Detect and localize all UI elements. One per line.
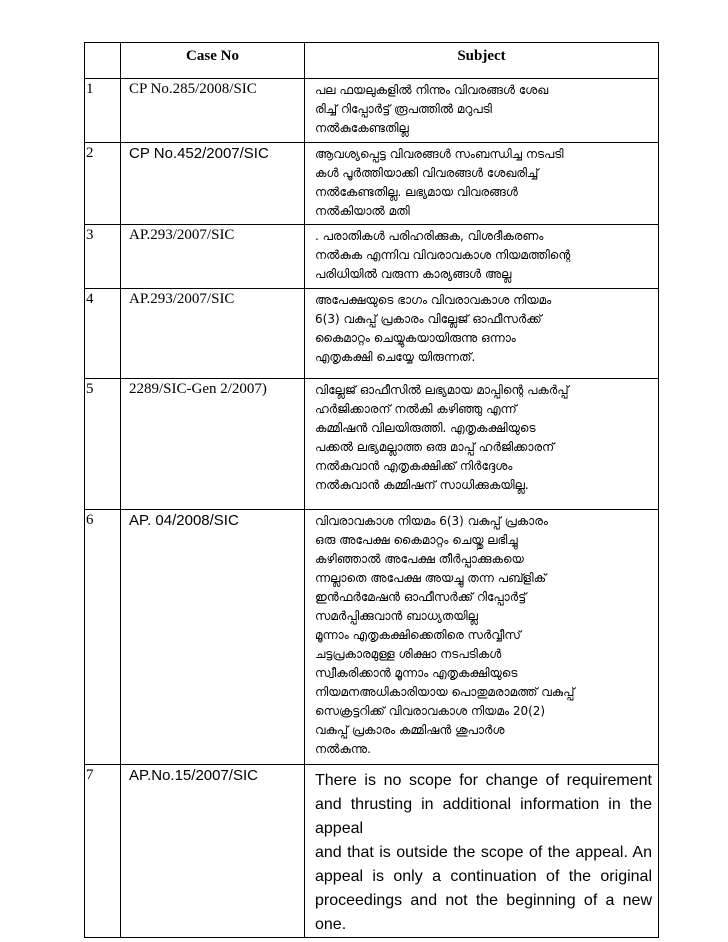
header-subject: Subject [305,43,659,79]
case-number: AP. 04/2008/SIC [121,510,305,765]
header-case-no: Case No [121,43,305,79]
header-num-cell [85,43,121,79]
subject-cell [305,765,659,938]
subject-line: നൽകുകേണ്ടതില്ല [315,121,409,135]
subject-line: അപേക്ഷയുടെ ഭാഗം വിവരാവകാശ നിയമം [315,293,552,307]
subject-line: വില്ലേജ് ഓഫീസിൽ ലഭ്യമായ മാപ്പിന്റെ പകർപ്പ് [315,383,569,397]
row-number: 4 [85,289,121,379]
table-row [85,765,659,938]
subject-line: ന്നല്ലാതെ അപേക്ഷ അയച്ചു തന്ന പബ്ളിക് [315,571,547,585]
subject-line: നൽകിയാൽ മതി [315,204,410,218]
subject-line: ഒരു അപേക്ഷ കൈമാറ്റം ചെയ്തു ലഭിച്ചു [315,533,518,547]
subject-line: ചട്ടപ്രകാരമുള്ള ശിക്ഷാ നടപടികൾ [315,647,502,661]
subject-line: There is no scope for change of requirement and thrusting in additional information in the appeal [315,772,652,837]
subject-cell [305,79,659,143]
subject-line: കഴിഞ്ഞാൽ അപേക്ഷ തീർപ്പാക്കുകയെ [315,552,524,566]
row-number: 3 [85,225,121,289]
subject-line: പരിധിയിൽ വരുന്ന കാര്യങ്ങൾ അല്ല [315,267,512,281]
subject-cell [305,379,659,510]
case-number: AP.293/2007/SIC [121,225,305,289]
subject-line: നിയമനഅധികാരിയായ പൊതുമരാമത്ത് വകുപ്പ് [315,685,575,699]
table-row [85,143,659,225]
case-number: AP.293/2007/SIC [121,289,305,379]
subject-line: മൂന്നാം എതൃകക്ഷിക്കെതിരെ സർവ്വീസ് [315,628,521,642]
subject-line: കൾ പൂർത്തിയാക്കി വിവരങ്ങൾ ശേഖരിച്ച് [315,166,539,180]
subject-line: നൽകുക എന്നിവ വിവരാവകാശ നിയമത്തിന്റെ [315,248,571,262]
subject-line: സ്വീകരിക്കാൻ മൂന്നാം എതൃകക്ഷിയുടെ [315,666,518,680]
subject-line: പക്കൽ ലഭ്യമല്ലാത്ത ഒരു മാപ്പ് ഹർജിക്കാരന് [315,440,555,454]
table-row [85,510,659,765]
subject-cell [305,510,659,765]
table-row [85,225,659,289]
subject-paragraph [315,767,652,937]
subject-line: കൈമാറ്റം ചെയ്യുകയായിരുന്നു ഒന്നാം [315,331,516,345]
subject-line: ആവശ്യപ്പെട്ട വിവരങ്ങൾ സംബന്ധിച്ച നടപടി [315,147,564,161]
subject-line: നൽകുവാൻ കമ്മിഷന് സാധിക്കുകയില്ല. [315,478,529,492]
subject-line: . പരാതികൾ പരിഹരിക്കുക, വിശദീകരണം [315,229,544,243]
subject-line: വിവരാവകാശ നിയമം 6(3) വകുപ്പ് പ്രകാരം [315,514,548,528]
subject-cell [305,289,659,379]
header-row [85,43,659,79]
subject-line: സമർപ്പിക്കുവാൻ ബാധ്യതയില്ല [315,609,478,623]
subject-line: വകുപ്പ് പ്രകാരം കമ്മിഷൻ ശുപാർശ [315,723,505,737]
case-number: CP No.452/2007/SIC [121,143,305,225]
row-number: 7 [85,765,121,938]
case-number: AP.No.15/2007/SIC [121,765,305,938]
subject-line: സെക്രട്ടറിക്ക് വിവരാവകാശ നിയമം 20(2) [315,704,546,718]
subject-line: എതൃകക്ഷി ചെയ്യേ യിരുന്നത്. [315,350,476,364]
case-number: CP No.285/2008/SIC [121,79,305,143]
subject-line: and that is outside the scope of the appeal. An appeal is only a continuation of the original proceedings and not the beginning of a new one. [315,844,652,933]
row-number: 2 [85,143,121,225]
row-number: 6 [85,510,121,765]
subject-line: നൽകുവാൻ എതൃകക്ഷിക്ക് നിർദ്ദേശം [315,459,513,473]
subject-line: രിച്ച് റിപ്പോർട്ട് രൂപത്തിൽ മറുപടി [315,102,492,116]
subject-cell [305,225,659,289]
subject-line: നൽകേണ്ടതില്ല. ലഭ്യമായ വിവരങ്ങൾ [315,185,518,199]
subject-line: നൽകുന്നു. [315,742,371,756]
subject-line: ഇൻഫർമേഷൻ ഓഫീസർക്ക് റിപ്പോർട്ട് [315,590,527,604]
table-row [85,289,659,379]
row-number: 5 [85,379,121,510]
case-table [84,42,659,938]
case-number: 2289/SIC-Gen 2/2007) [121,379,305,510]
subject-line: പല ഫയലുകളിൽ നിന്നും വിവരങ്ങൾ ശേഖ [315,83,549,97]
table-row [85,379,659,510]
table-row [85,79,659,143]
subject-line: കമ്മിഷൻ വിലയിരുത്തി. എതൃകക്ഷിയുടെ [315,421,536,435]
subject-cell [305,143,659,225]
subject-line: 6(3) വകുപ്പ് പ്രകാരം വില്ലേജ് ഓഫീസർക്ക് [315,312,542,326]
subject-line: ഹർജിക്കാരന് നൽകി കഴിഞ്ഞു എന്ന് [315,402,517,416]
row-number: 1 [85,79,121,143]
